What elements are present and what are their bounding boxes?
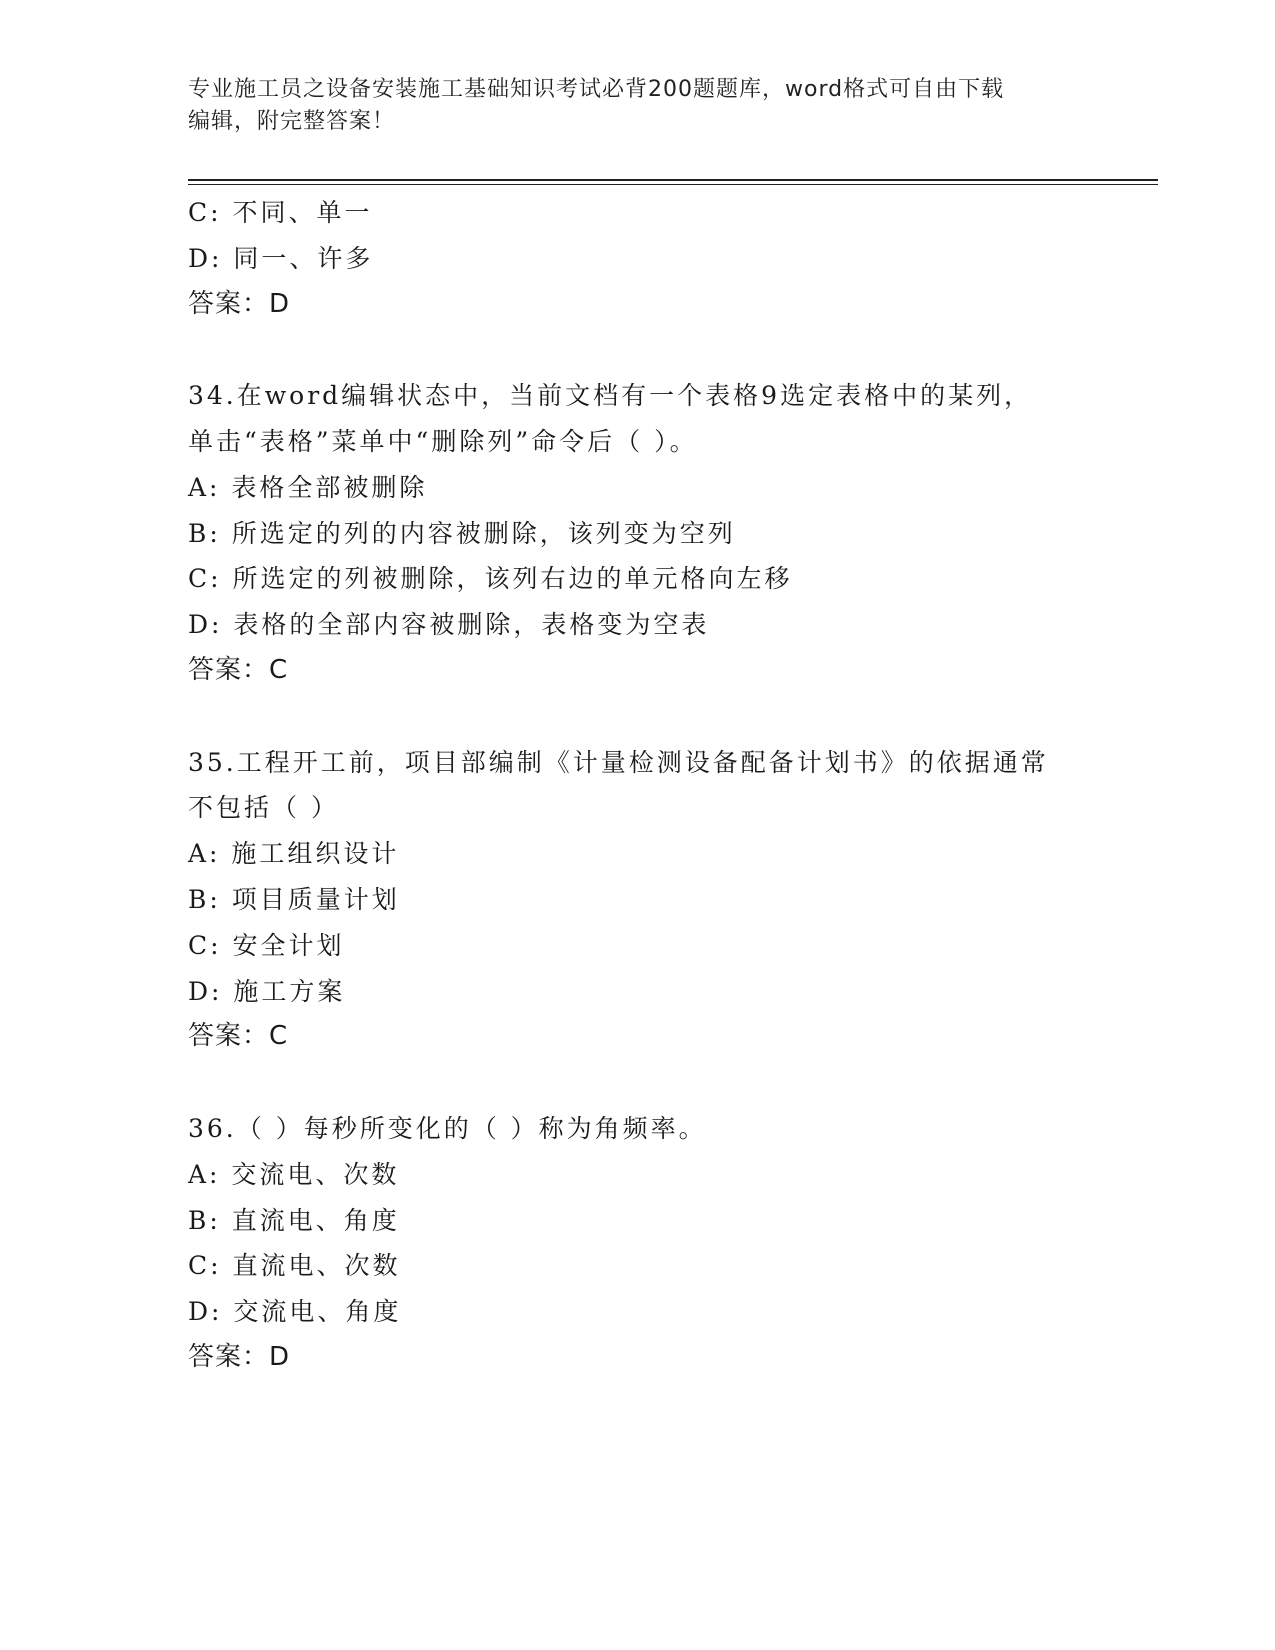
question-stem-line-2: 不包括（ ） [188,793,339,823]
option-b: B: 直流电、角度 [188,1205,400,1235]
question-36 [188,1106,1118,1381]
answer-line: 答案：D [188,288,291,319]
option-c: C: 不同、单一 [188,198,373,227]
option-c: C: 直流电、次数 [188,1251,401,1281]
spacer [188,327,1118,373]
answer-line: 答案：D [188,1341,291,1372]
question-stem-line-1: 36.（ ）每秒所变化的（ ）称为角频率。 [188,1113,707,1143]
spacer [188,694,1118,740]
option-c: C: 安全计划 [188,930,345,960]
option-b: B: 所选定的列的内容被删除，该列变为空列 [188,518,736,548]
question-stem-line-1: 34.在word编辑状态中，当前文档有一个表格9选定表格中的某列， [188,381,1033,411]
document-body [188,190,1118,1381]
header-divider-thin [188,184,1158,185]
answer-line: 答案：C [188,1021,289,1052]
header-line-2: 编辑，附完整答案！ [188,109,396,134]
option-c: C: 所选定的列被删除，该列右边的单元格向左移 [188,564,793,594]
option-a: A: 施工组织设计 [188,839,400,869]
question-34 [188,373,1118,694]
question-33-continued [188,190,1118,327]
option-d: D: 施工方案 [188,976,346,1006]
question-stem-line-1: 35.工程开工前，项目部编制《计量检测设备配备计划书》的依据通常 [188,747,1049,777]
option-a: A: 交流电、次数 [188,1159,400,1189]
option-d: D: 表格的全部内容被删除，表格变为空表 [188,610,710,640]
option-d: D: 同一、许多 [188,243,374,273]
option-d: D: 交流电、角度 [188,1297,402,1327]
question-35 [188,740,1118,1061]
question-stem-line-2: 单击“表格”菜单中“删除列”命令后（ ）。 [188,426,698,456]
spacer [188,1060,1118,1106]
option-a: A: 表格全部被删除 [188,472,428,502]
page-header [188,74,1088,138]
header-divider-thick [188,179,1158,181]
answer-line: 答案：C [188,654,289,685]
header-line-1: 专业施工员之设备安装施工基础知识考试必背200题题库，word格式可自由下载 [188,77,1005,102]
option-b: B: 项目质量计划 [188,884,400,914]
